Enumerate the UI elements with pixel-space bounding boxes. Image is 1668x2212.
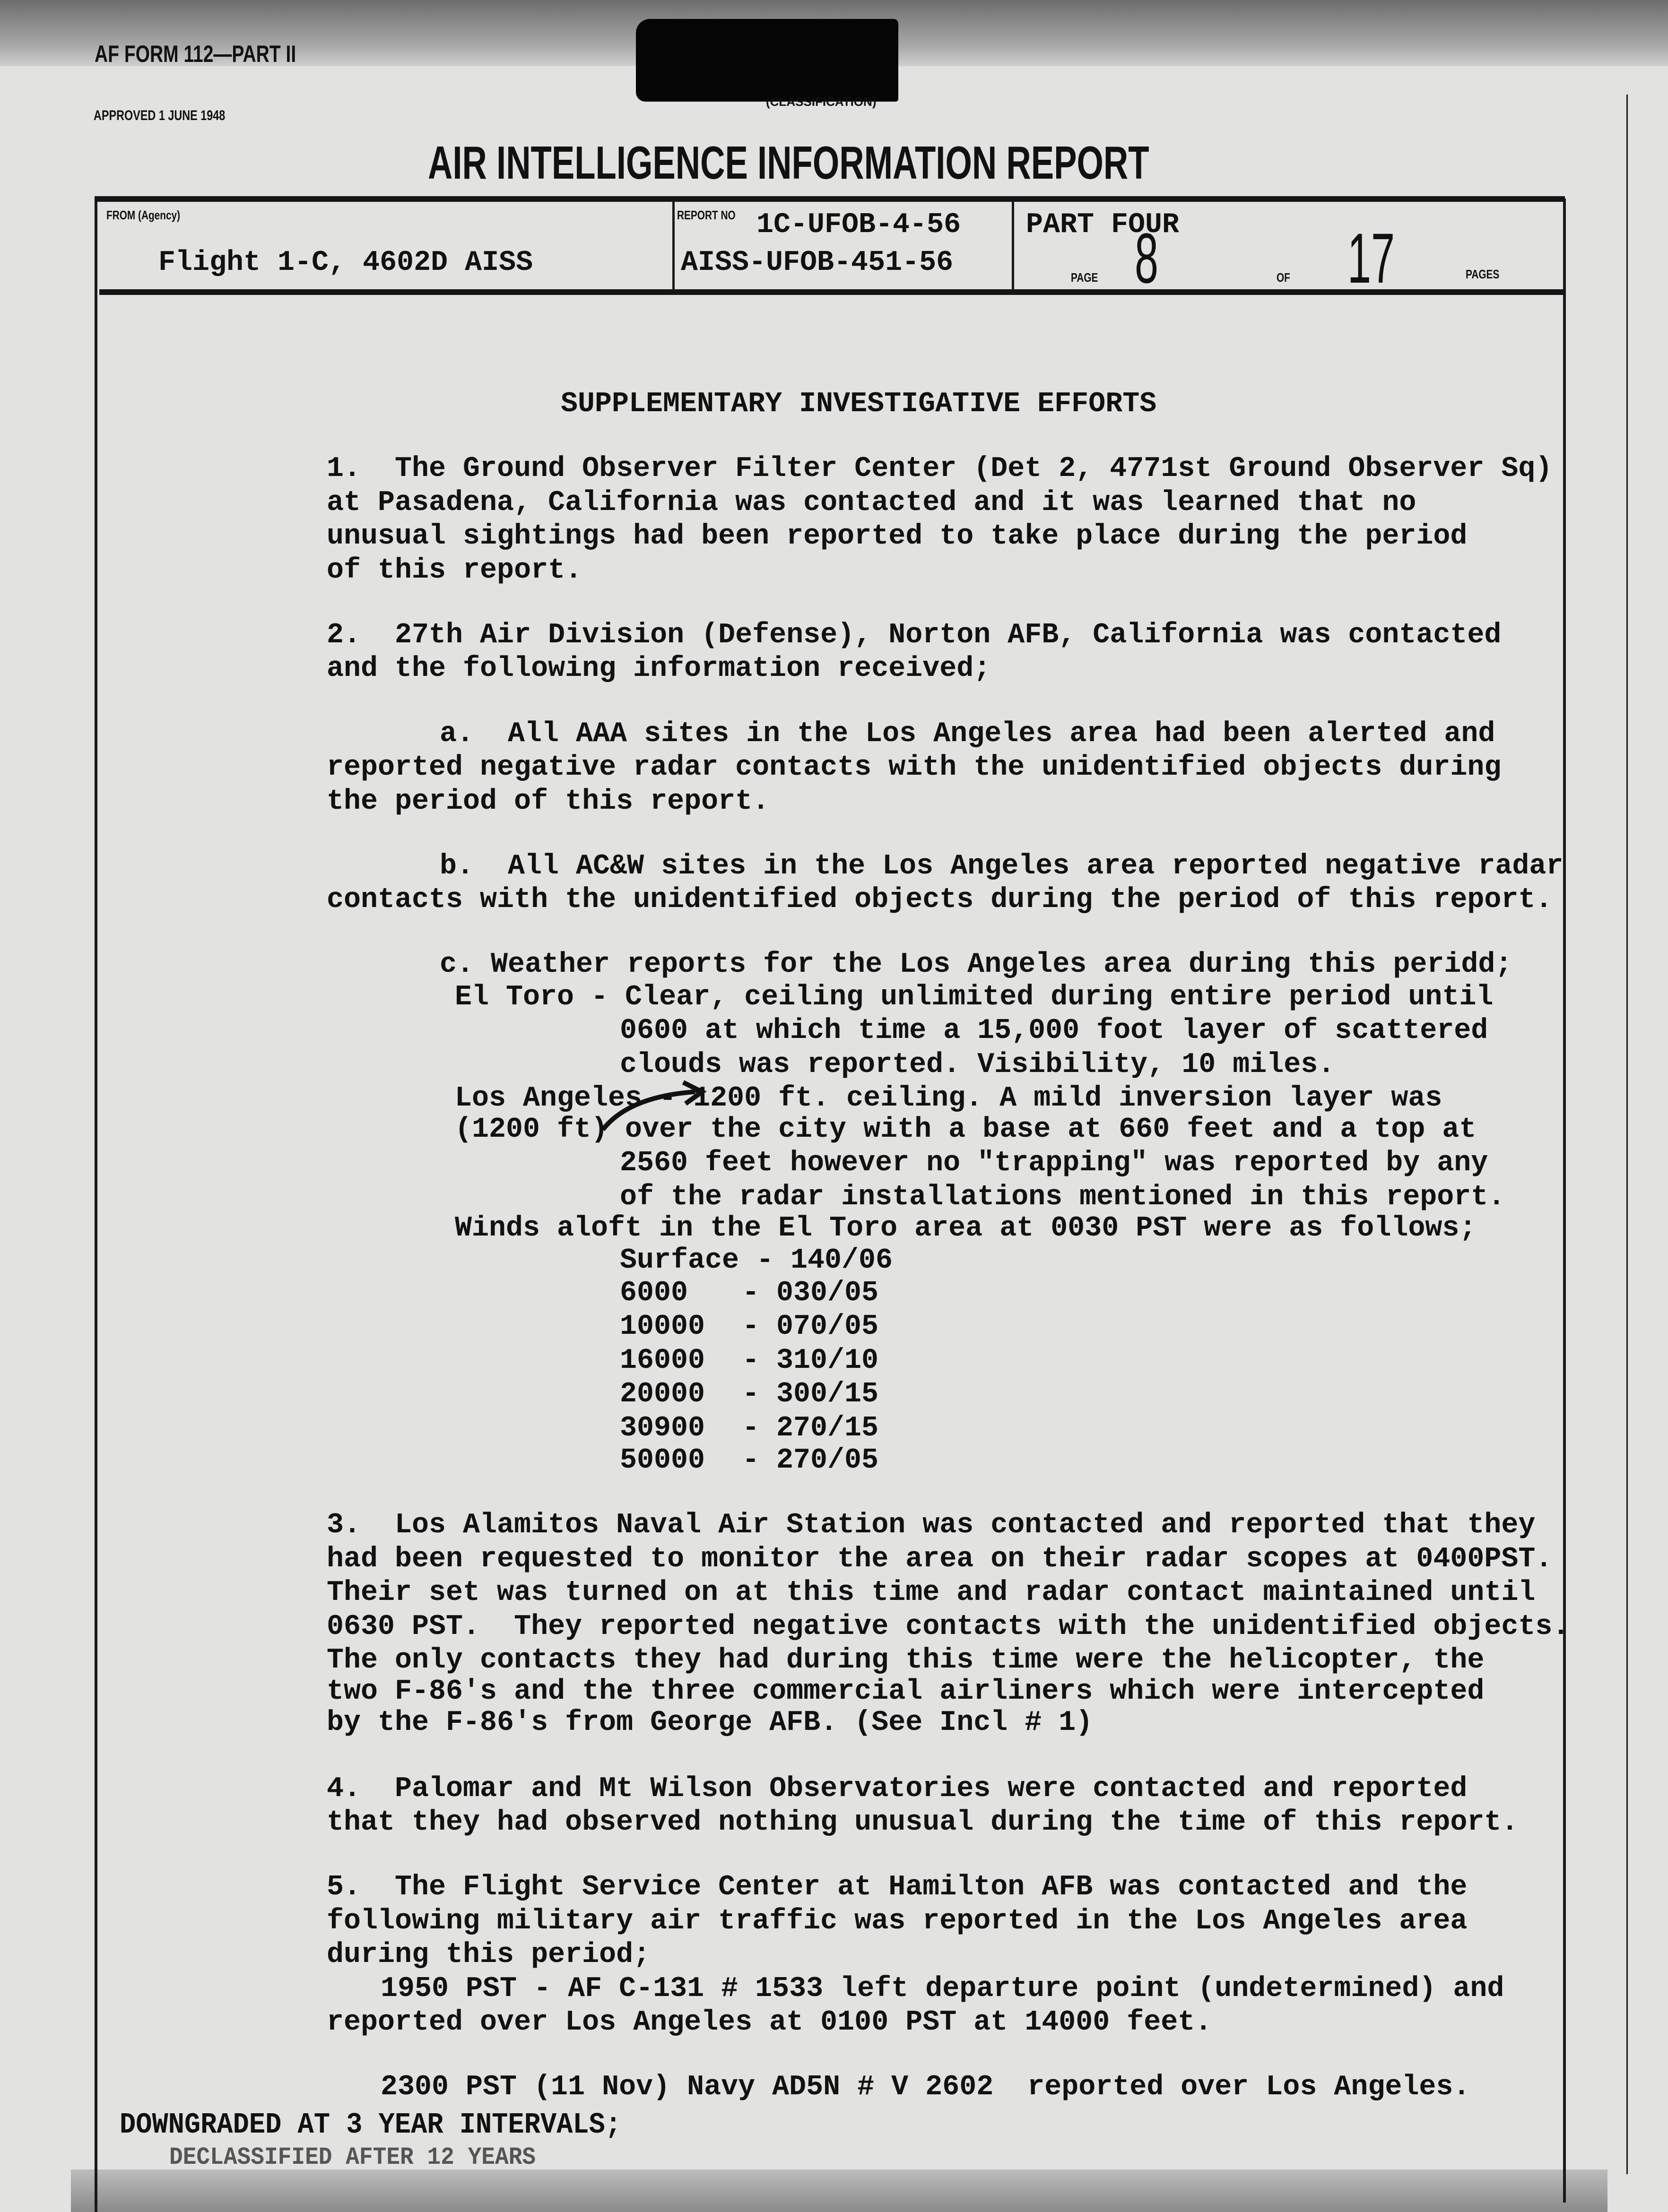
paragraph-2-line: and the following information received;: [327, 653, 991, 685]
header-divider-2: [1012, 201, 1014, 291]
paragraph-1-line: unusual sightings had been reported to take place during the period: [327, 520, 1468, 553]
report-no-2: AISS-UFOB-451-56: [681, 247, 954, 279]
report-no-label: REPORT NO: [677, 208, 736, 222]
paragraph-4-line: 4. Palomar and Mt Wilson Observatories were contacted and reported: [327, 1773, 1468, 1805]
wind-value: - 030/05: [742, 1277, 879, 1309]
wind-value: - 310/10: [742, 1345, 879, 1377]
paragraph-5-line: 1950 PST - AF C-131 # 1533 left departure point (undetermined) and: [381, 1973, 1504, 2005]
paragraph-2c-line: 2560 feet however no "trapping" was reported by any: [620, 1147, 1488, 1179]
paragraph-2c-line: c. Weather reports for the Los Angeles area during this peridd;: [440, 949, 1512, 981]
wind-value: - 270/05: [742, 1444, 879, 1477]
report-title: AIR INTELLIGENCE INFORMATION REPORT: [428, 137, 1149, 189]
page-number: 8: [1135, 218, 1159, 298]
of-label: OF: [1277, 270, 1290, 285]
classification-label: (CLASSIFICATION): [766, 95, 877, 109]
paragraph-2c-line: El Toro - Clear, ceiling unlimited during entire period until: [455, 981, 1494, 1013]
from-value: Flight 1-C, 4602D AISS: [158, 247, 533, 279]
wind-altitude: 50000: [620, 1444, 705, 1477]
paragraph-3-line: 0630 PST. They reported negative contacts with the unidentified objects.: [327, 1611, 1570, 1643]
paragraph-2c-line: (1200 ft) over the city with a base at 660 feet and a top at: [455, 1114, 1477, 1146]
paragraph-2c-line: Los Angeles - 1200 ft. ceiling. A mild inversion layer was: [455, 1082, 1442, 1115]
paragraph-4-line: that they had observed nothing unusual during the time of this report.: [327, 1806, 1519, 1839]
wind-altitude: 10000: [620, 1311, 705, 1343]
page-label: PAGE: [1071, 270, 1098, 285]
paragraph-1-line: at Pasadena, California was contacted and it was learned that no: [327, 487, 1416, 519]
total-pages: 17: [1347, 218, 1395, 298]
paragraph-5-line: following military air traffic was reported in the Los Angeles area: [327, 1905, 1468, 1937]
wind-altitude: 30900: [620, 1412, 705, 1444]
paragraph-3-line: 3. Los Alamitos Naval Air Station was contacted and reported that they: [327, 1509, 1536, 1541]
downgrade-notice: DOWNGRADED AT 3 YEAR INTERVALS;: [120, 2108, 622, 2142]
handwritten-arrow-icon: [600, 1078, 723, 1134]
paragraph-3-line: by the F-86's from George AFB. (See Incl # 1): [327, 1707, 1093, 1739]
left-border: [95, 199, 97, 2212]
paragraph-5-line: 5. The Flight Service Center at Hamilton AFB was contacted and the: [327, 1871, 1468, 1903]
classification-redaction: [636, 19, 898, 102]
paragraph-5-line: reported over Los Angeles at 0100 PST at 14000 feet.: [327, 2006, 1212, 2039]
paragraph-2c-line: clouds was reported. Visibility, 10 miles.: [620, 1049, 1335, 1081]
header-top-rule: [95, 196, 1565, 202]
from-label: FROM (Agency): [106, 208, 180, 222]
wind-altitude: 16000: [620, 1345, 705, 1377]
pages-label: PAGES: [1466, 267, 1500, 281]
paragraph-2c-line: of the radar installations mentioned in this report.: [620, 1181, 1505, 1213]
paragraph-2b-line: b. All AC&W sites in the Los Angeles area reported negative radar: [440, 850, 1564, 882]
paragraph-2a-line: the period of this report.: [327, 786, 770, 818]
paragraph-1-line: 1. The Ground Observer Filter Center (Det 2, 4771st Ground Observer Sq): [327, 453, 1553, 485]
wind-altitude: Surface: [620, 1244, 739, 1277]
header-bottom-rule: [99, 289, 1565, 295]
paragraph-2a-line: a. All AAA sites in the Los Angeles area had been alerted and: [440, 718, 1495, 750]
wind-value: - 300/15: [742, 1378, 879, 1410]
section-heading: SUPPLEMENTARY INVESTIGATIVE EFFORTS: [561, 388, 1157, 420]
part-label: PART FOUR: [1026, 209, 1180, 241]
right-border: [1563, 199, 1566, 2203]
wind-altitude: 6000: [620, 1277, 688, 1309]
paragraph-3-line: The only contacts they had during this time were the helicopter, the: [327, 1644, 1485, 1676]
paragraph-2-line: 2. 27th Air Division (Defense), Norton AFB, California was contacted: [327, 619, 1502, 651]
paragraph-2c-line: 0600 at which time a 15,000 foot layer of scattered: [620, 1015, 1488, 1047]
paragraph-5-line: 2300 PST (11 Nov) Navy AD5N # V 2602 reported over Los Angeles.: [381, 2071, 1470, 2103]
paragraph-5-line: during this period;: [327, 1939, 651, 1971]
paragraph-3-line: two F-86's and the three commercial airliners which were intercepted: [327, 1676, 1485, 1708]
scan-shadow-bottom: [71, 2169, 1607, 2212]
paragraph-3-line: Their set was turned on at this time and radar contact maintained until: [327, 1577, 1536, 1609]
paragraph-3-line: had been requested to monitor the area on their radar scopes at 0400PST.: [327, 1543, 1553, 1575]
paragraph-1-line: of this report.: [327, 554, 582, 587]
wind-altitude: 20000: [620, 1378, 705, 1410]
report-no-1: 1C-UFOB-4-56: [756, 209, 961, 241]
paragraph-2c-line: Winds aloft in the El Toro area at 0030 PST were as follows;: [455, 1212, 1477, 1244]
header-divider-1: [672, 201, 675, 291]
approved-date: APPROVED 1 JUNE 1948: [94, 108, 226, 123]
form-id: AF FORM 112—PART II: [95, 41, 296, 67]
wind-value: - 270/15: [742, 1412, 879, 1444]
wind-value: - 140/06: [756, 1244, 893, 1277]
page-edge: [1626, 95, 1628, 2174]
wind-value: - 070/05: [742, 1311, 879, 1343]
paragraph-2a-line: reported negative radar contacts with the unidentified objects during: [327, 752, 1502, 784]
paragraph-2b-line: contacts with the unidentified objects during the period of this report.: [327, 884, 1553, 916]
declassify-notice: DECLASSIFIED AFTER 12 YEARS: [169, 2143, 536, 2171]
